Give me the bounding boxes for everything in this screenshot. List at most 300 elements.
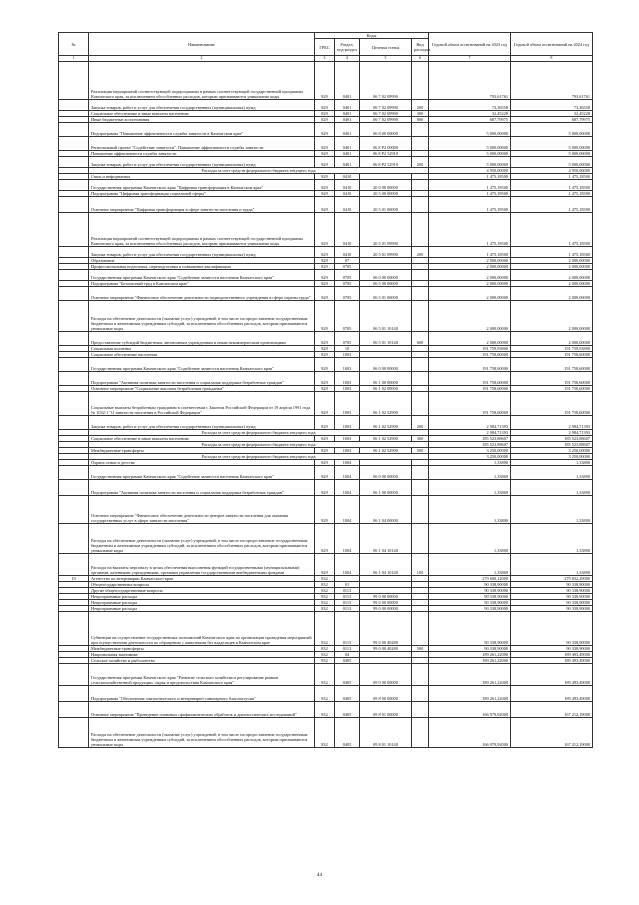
cell-amount-2023: 90 338,90000 — [429, 606, 511, 612]
cell-razdel: 1003 — [335, 358, 360, 372]
cell-razdel: 0410 — [335, 247, 360, 258]
cell-grbs: 829 — [315, 436, 335, 442]
cell-vid: 200 — [412, 157, 429, 168]
page-number: 44 — [316, 872, 323, 878]
cell-grbs: 829 — [315, 151, 335, 157]
cell-tselevaya: 06 1 04 10140 — [360, 524, 412, 554]
cell-name: Другие общегосударственные вопросы — [89, 588, 315, 594]
cell-razdel: 0705 — [335, 264, 360, 270]
cell-tselevaya: 06 8 P2 52910 — [360, 157, 412, 168]
cell-razdel: 0401 — [335, 123, 360, 137]
cell-amount-2024: 90 338,90000 — [511, 646, 593, 652]
header-year-2023: Годовой объем ассигнований на 2023 год — [429, 33, 511, 56]
cell-razdel: 0405 — [335, 702, 360, 718]
cell-grbs: 832 — [315, 612, 335, 646]
cell-name: Социальная политика — [89, 346, 315, 352]
cell-razdel: 01 — [335, 582, 360, 588]
cell-amount-2023: 2 984,71393 — [429, 430, 511, 436]
cell-grbs: 829 — [315, 123, 335, 137]
cell-amount-2024: 5 000,00000 — [511, 151, 593, 157]
cell-amount-2023: 1 475,18500 — [429, 180, 511, 191]
cell-amount-2024: 1 475,18500 — [511, 180, 593, 191]
cell-grbs: 829 — [315, 448, 335, 454]
cell-grbs: 832 — [315, 594, 335, 600]
cell-razdel: 1004 — [335, 554, 360, 576]
cell-name: Государственная программа Камчатского края "Развитие сельского хозяйства и регулирование рынков сельскохозяйственной продукции, сырья и продовольствия Камчатского края" — [89, 664, 315, 686]
cell-amount-2023: 5 000,00000 — [429, 151, 511, 157]
cell-subtotal-label: Расходы за счет средств федерального бюджета текущего года — [89, 430, 429, 436]
cell-grbs: 829 — [315, 352, 335, 358]
cell-subtotal-label: Расходы за счет средств федерального бюджета текущего года — [89, 168, 429, 174]
cell-tselevaya: 99 0 00 40280 — [360, 612, 412, 646]
cell-vid — [412, 524, 429, 554]
budget-table-page — [58, 32, 592, 748]
cell-amount-2024: 90 338,90000 — [511, 600, 593, 606]
cell-razdel: 0405 — [335, 658, 360, 664]
cell-tselevaya: 20 5 01 00000 — [360, 197, 412, 213]
cell-tselevaya: 06 1 02 00000 — [360, 386, 412, 392]
header-num: № — [59, 33, 89, 56]
cell-tselevaya: 06 8 00 00000 — [360, 123, 412, 137]
cell-amount-2024: 2 984,71393 — [511, 416, 593, 430]
column-number: 3 — [315, 56, 335, 62]
cell-amount-2024: 2 000,00000 — [511, 264, 593, 270]
cell-razdel: 0401 — [335, 151, 360, 157]
cell-grbs: 829 — [315, 137, 335, 151]
cell-amount-2023: 1,33800 — [429, 466, 511, 480]
cell-name: Непрограммные расходы — [89, 606, 315, 612]
cell-razdel: 0113 — [335, 600, 360, 606]
cell-razdel: 0705 — [335, 301, 360, 332]
cell-grbs: 832 — [315, 652, 335, 658]
cell-amount-2024: 687,79975 — [511, 117, 593, 123]
cell-amount-2023: 279 600,12000 — [429, 576, 511, 582]
table-row — [59, 496, 593, 524]
cell-vid — [412, 392, 429, 416]
cell-razdel: 10 — [335, 346, 360, 352]
cell-amount-2024: 191 758,60000 — [511, 386, 593, 392]
cell-amount-2024: 5 000,00000 — [511, 123, 593, 137]
cell-vid — [412, 372, 429, 386]
cell-vid — [412, 197, 429, 213]
table-row — [59, 180, 593, 191]
cell-num — [59, 718, 89, 748]
cell-amount-2024: 189 493,49000 — [511, 652, 593, 658]
cell-tselevaya: 06 7 02 09990 — [360, 100, 412, 111]
cell-amount-2023: 185 523,88607 — [429, 436, 511, 442]
cell-grbs: 829 — [315, 301, 335, 332]
cell-grbs: 829 — [315, 197, 335, 213]
cell-amount-2023: 191 758,60000 — [429, 386, 511, 392]
cell-grbs: 832 — [315, 702, 335, 718]
cell-razdel: 0113 — [335, 588, 360, 594]
cell-razdel: 0401 — [335, 100, 360, 111]
cell-amount-2023: 189 261,22000 — [429, 686, 511, 702]
cell-tselevaya: 06 1 04 10140 — [360, 554, 412, 576]
cell-vid — [412, 702, 429, 718]
cell-name: Реализация мероприятий соответствующей подпрограммы в рамках соответствующей государственной программы Камчатского края, за исключением обособленных расходов, которым присваиваются уникальные коды — [89, 213, 315, 247]
cell-amount-2024: 90 338,90000 — [511, 606, 593, 612]
cell-name: Государственная программа Камчатского края "Содействие занятости населения Камчатского края" — [89, 358, 315, 372]
cell-num — [59, 496, 89, 524]
cell-num — [59, 137, 89, 151]
cell-vid: 300 — [412, 111, 429, 117]
cell-razdel: 07 — [335, 258, 360, 264]
cell-vid — [412, 123, 429, 137]
column-number: 6 — [412, 56, 429, 62]
cell-amount-2023: 793,61761 — [429, 62, 511, 100]
cell-num — [59, 62, 89, 100]
cell-num — [59, 612, 89, 646]
cell-amount-2023: 166 979,92000 — [429, 718, 511, 748]
cell-vid — [412, 664, 429, 686]
cell-name: Подпрограмма "Активная политика занятости населения и социальная поддержка безработных граждан" — [89, 480, 315, 496]
cell-amount-2024: 189 493,49000 — [511, 658, 593, 664]
cell-name: Основное мероприятие "Финансовое обеспечение деятельности центров занятости населения для оказания государственных услуг в сфере занятости населения" — [89, 496, 315, 524]
cell-tselevaya: 06 8 P2 00000 — [360, 137, 412, 151]
cell-grbs: 829 — [315, 213, 335, 247]
cell-name: Повышение эффективности службы занятости — [89, 151, 315, 157]
cell-amount-2024: 90 338,90000 — [511, 612, 593, 646]
cell-vid: 800 — [412, 117, 429, 123]
cell-num — [59, 270, 89, 281]
cell-razdel: 0410 — [335, 213, 360, 247]
cell-num — [59, 197, 89, 213]
cell-vid: 600 — [412, 332, 429, 346]
cell-num: 19 — [59, 576, 89, 582]
cell-tselevaya: 06 5 00 00000 — [360, 281, 412, 287]
cell-tselevaya: 09 8 00 00000 — [360, 686, 412, 702]
cell-amount-2024: 191 758,60000 — [511, 358, 593, 372]
cell-amount-2024: 2 000,00000 — [511, 270, 593, 281]
cell-razdel: 0401 — [335, 137, 360, 151]
table-row — [59, 270, 593, 281]
cell-amount-2024: 2 000,00000 — [511, 287, 593, 301]
cell-amount-2023: 90 338,90000 — [429, 588, 511, 594]
column-number: 4 — [335, 56, 360, 62]
cell-amount-2024: 167 212,19000 — [511, 702, 593, 718]
table-row — [59, 301, 593, 332]
cell-razdel: 0113 — [335, 594, 360, 600]
cell-razdel: 1004 — [335, 496, 360, 524]
cell-amount-2023: 1 475,18500 — [429, 174, 511, 180]
table-row — [59, 332, 593, 346]
cell-num — [59, 466, 89, 480]
cell-amount-2024: 167 212,19000 — [511, 718, 593, 748]
cell-razdel: 1003 — [335, 352, 360, 358]
cell-razdel: 0401 — [335, 157, 360, 168]
cell-num — [59, 157, 89, 168]
cell-amount-2024: 90 338,90000 — [511, 588, 593, 594]
cell-grbs: 829 — [315, 117, 335, 123]
cell-name: Национальная экономика — [89, 652, 315, 658]
cell-num — [59, 123, 89, 137]
cell-tselevaya: 06 1 02 52900 — [360, 448, 412, 454]
table-row — [59, 100, 593, 111]
cell-num — [59, 664, 89, 686]
cell-name: Подпрограмма "Обеспечение эпизоотического и ветеринарно-санитарного благополучия" — [89, 686, 315, 702]
table-row — [59, 213, 593, 247]
cell-amount-2023: 90 338,90000 — [429, 582, 511, 588]
cell-tselevaya: 20 5 01 09990 — [360, 213, 412, 247]
cell-vid — [412, 612, 429, 646]
cell-name: Субвенции на осуществление государственных полномочий Камчатского края по организации проведения мероприятий при осуществлении деятельности по обращению с животными без владельцев в Камчатском крае — [89, 612, 315, 646]
cell-grbs: 829 — [315, 332, 335, 346]
cell-amount-2024: 1,33800 — [511, 496, 593, 524]
cell-grbs: 832 — [315, 582, 335, 588]
cell-amount-2023: 1,33800 — [429, 496, 511, 524]
cell-name: Подпрограмма "Активная политика занятости населения и социальная поддержка безработных граждан" — [89, 372, 315, 386]
table-row — [59, 554, 593, 576]
cell-amount-2024: 793,61761 — [511, 62, 593, 100]
table-row — [59, 686, 593, 702]
cell-tselevaya: 99 0 00 00000 — [360, 606, 412, 612]
cell-grbs: 832 — [315, 664, 335, 686]
budget-table — [58, 32, 593, 748]
header-year-2024: Годовой объем ассигнований на 2024 год — [511, 33, 593, 56]
cell-razdel: 1003 — [335, 416, 360, 430]
cell-grbs: 832 — [315, 600, 335, 606]
cell-amount-2023: 189 261,22000 — [429, 652, 511, 658]
cell-vid: 300 — [412, 436, 429, 442]
cell-tselevaya: 20 5 00 00000 — [360, 191, 412, 197]
cell-tselevaya: 06 5 01 10140 — [360, 332, 412, 346]
cell-tselevaya: 06 1 00 00000 — [360, 372, 412, 386]
cell-name: Расходы на обеспечение деятельности (оказание услуг) учреждений, в том числе на предоставление государственным бюджетным и автономным учреждениям субсидий, за исключением обособленных расходов, которым присваиваются уникальные коды — [89, 718, 315, 748]
cell-razdel: 0113 — [335, 646, 360, 652]
cell-vid: 200 — [412, 416, 429, 430]
cell-amount-2023: 189 261,22000 — [429, 664, 511, 686]
cell-amount-2023: 2 000,00000 — [429, 332, 511, 346]
cell-grbs: 829 — [315, 554, 335, 576]
cell-amount-2024: 191 758,60000 — [511, 392, 593, 416]
cell-amount-2024: 1 475,18500 — [511, 197, 593, 213]
cell-razdel: 0113 — [335, 612, 360, 646]
cell-name: Государственная программа Камчатского края "Содействие занятости населения Камчатского края" — [89, 270, 315, 281]
cell-amount-2024: 1,33800 — [511, 480, 593, 496]
cell-tselevaya: 06 1 02 52900 — [360, 436, 412, 442]
cell-grbs: 829 — [315, 466, 335, 480]
cell-num — [59, 686, 89, 702]
cell-tselevaya: 06 1 02 52900 — [360, 392, 412, 416]
cell-amount-2023: 4 950,00000 — [429, 168, 511, 174]
cell-amount-2023: 73,36558 — [429, 100, 511, 111]
cell-name: Социальные выплаты безработным гражданам в соответствии с Законом Российской Федерации от 19 апреля 1991 года № 1032-1 "О занятости населения в Российской Федерации" — [89, 392, 315, 416]
cell-vid — [412, 496, 429, 524]
cell-amount-2024: 2 000,00000 — [511, 258, 593, 264]
cell-num — [59, 213, 89, 247]
cell-grbs: 832 — [315, 646, 335, 652]
cell-amount-2024: 1,33800 — [511, 466, 593, 480]
cell-vid: 100 — [412, 554, 429, 576]
cell-name: Подпрограмма "Цифровая трансформация социальной сферы" — [89, 191, 315, 197]
cell-tselevaya: 06 0 00 00000 — [360, 270, 412, 281]
cell-num — [59, 554, 89, 576]
cell-name: Непрограммные расходы — [89, 594, 315, 600]
cell-subtotal-label: Расходы за счет средств федерального бюджета текущего года — [89, 442, 429, 448]
cell-grbs: 829 — [315, 270, 335, 281]
table-row — [59, 137, 593, 151]
cell-amount-2024: 1 475,18500 — [511, 213, 593, 247]
cell-name: Региональный проект "Содействие занятости". Повышение эффективности службы занятости — [89, 137, 315, 151]
cell-amount-2024: 191 758,60000 — [511, 372, 593, 386]
cell-tselevaya: 06 1 00 00000 — [360, 480, 412, 496]
cell-amount-2024: 185 523,88607 — [511, 436, 593, 442]
cell-amount-2024: 2 000,00000 — [511, 281, 593, 287]
cell-grbs: 829 — [315, 111, 335, 117]
cell-tselevaya: 06 1 04 00000 — [360, 496, 412, 524]
cell-amount-2024: 4 950,00000 — [511, 168, 593, 174]
cell-amount-2023: 189 261,22000 — [429, 658, 511, 664]
cell-num — [59, 480, 89, 496]
cell-amount-2023: 3 250,00000 — [429, 448, 511, 454]
cell-tselevaya: 06 0 00 00000 — [360, 358, 412, 372]
cell-tselevaya: 09 0 00 00000 — [360, 664, 412, 686]
cell-razdel: 1003 — [335, 372, 360, 386]
cell-tselevaya: 06 8 P2 52910 — [360, 151, 412, 157]
cell-amount-2024: 279 832,29000 — [511, 576, 593, 582]
cell-amount-2023: 3 250,00000 — [429, 454, 511, 460]
cell-amount-2024: 1 475,18500 — [511, 247, 593, 258]
cell-grbs: 829 — [315, 346, 335, 352]
cell-tselevaya: 99 0 00 00000 — [360, 600, 412, 606]
cell-amount-2023: 2 000,00000 — [429, 301, 511, 332]
cell-amount-2023: 1,33800 — [429, 524, 511, 554]
cell-amount-2024: 5 000,00000 — [511, 157, 593, 168]
cell-amount-2024: 1,33800 — [511, 554, 593, 576]
cell-amount-2023: 90 338,90000 — [429, 600, 511, 606]
cell-grbs: 829 — [315, 524, 335, 554]
table-row — [59, 664, 593, 686]
cell-amount-2023: 2 000,00000 — [429, 287, 511, 301]
cell-grbs: 829 — [315, 496, 335, 524]
cell-grbs: 829 — [315, 416, 335, 430]
cell-amount-2024: 3 250,00000 — [511, 454, 593, 460]
cell-grbs: 829 — [315, 62, 335, 100]
cell-razdel: 0705 — [335, 270, 360, 281]
table-row — [59, 612, 593, 646]
cell-name: Непрограммные расходы — [89, 600, 315, 606]
cell-vid — [412, 718, 429, 748]
cell-razdel: 1003 — [335, 448, 360, 454]
cell-amount-2024: 32,45228 — [511, 111, 593, 117]
cell-grbs: 829 — [315, 372, 335, 386]
cell-vid — [412, 62, 429, 100]
cell-amount-2023: 32,45228 — [429, 111, 511, 117]
cell-grbs: 832 — [315, 686, 335, 702]
cell-razdel: 0401 — [335, 117, 360, 123]
cell-vid — [412, 270, 429, 281]
cell-razdel: 1004 — [335, 480, 360, 496]
table-row — [59, 62, 593, 100]
cell-razdel: 0410 — [335, 180, 360, 191]
cell-vid: 500 — [412, 448, 429, 454]
cell-name: Связь и информатика — [89, 174, 315, 180]
cell-grbs: 832 — [315, 718, 335, 748]
header-razdel: Раздел, под-раздел — [335, 39, 360, 56]
cell-grbs: 829 — [315, 100, 335, 111]
cell-amount-2023: 1 475,18500 — [429, 191, 511, 197]
column-number: 7 — [429, 56, 511, 62]
cell-name: Государственная программа Камчатского края "Содействие занятости населения Камчатского края" — [89, 466, 315, 480]
table-row — [59, 718, 593, 748]
cell-name: Расходы на выплаты персоналу в целях обеспечения выполнения функций государственными (муниципальными) органами, казенными учреждениями, органами управления государственными внебюджетными фондами — [89, 554, 315, 576]
cell-name: Охрана семьи и детства — [89, 460, 315, 466]
cell-vid — [412, 180, 429, 191]
cell-name: Основное мероприятие "Финансовое обеспечение деятельности подведомственного учреждения в сфере охраны труда" — [89, 287, 315, 301]
cell-vid — [412, 287, 429, 301]
cell-tselevaya: 06 0 00 00000 — [360, 466, 412, 480]
cell-grbs: 829 — [315, 264, 335, 270]
cell-grbs: 829 — [315, 174, 335, 180]
cell-tselevaya: 06 7 02 09990 — [360, 62, 412, 100]
cell-num — [59, 416, 89, 430]
cell-razdel: 0410 — [335, 197, 360, 213]
cell-razdel: 0401 — [335, 62, 360, 100]
cell-vid: 200 — [412, 100, 429, 111]
cell-amount-2024: 73,36558 — [511, 100, 593, 111]
table-row — [59, 480, 593, 496]
cell-amount-2023: 2 000,00000 — [429, 281, 511, 287]
cell-name: Закупка товаров, работ и услуг для обеспечения государственных (муниципальных) нужд — [89, 157, 315, 168]
cell-amount-2023: 5 000,00000 — [429, 123, 511, 137]
table-row — [59, 247, 593, 258]
cell-amount-2023: 191 758,60000 — [429, 358, 511, 372]
cell-amount-2024: 3 250,00000 — [511, 448, 593, 454]
cell-razdel: 1004 — [335, 466, 360, 480]
cell-amount-2024: 185 523,88607 — [511, 442, 593, 448]
cell-amount-2024: 189 493,49000 — [511, 664, 593, 686]
table-body — [59, 62, 593, 748]
cell-amount-2023: 1 475,18500 — [429, 197, 511, 213]
cell-grbs: 829 — [315, 180, 335, 191]
cell-tselevaya: 99 0 00 40280 — [360, 646, 412, 652]
cell-amount-2024: 1 475,18500 — [511, 191, 593, 197]
cell-razdel: 1003 — [335, 392, 360, 416]
cell-name: Расходы на обеспечение деятельности (оказание услуг) учреждений, в том числе на предоставление государственным бюджетным и автономным учреждениям субсидий, за исключением обособленных расходов, которым присваиваются уникальные коды — [89, 301, 315, 332]
cell-razdel: 0705 — [335, 287, 360, 301]
cell-vid — [412, 358, 429, 372]
cell-name: Общегосударственные вопросы — [89, 582, 315, 588]
cell-amount-2023: 166 979,92000 — [429, 702, 511, 718]
cell-razdel: 0705 — [335, 332, 360, 346]
cell-tselevaya: 06 1 02 52900 — [360, 416, 412, 430]
cell-razdel: 1003 — [335, 436, 360, 442]
cell-tselevaya: 06 5 01 00000 — [360, 287, 412, 301]
cell-amount-2023: 191 758,60000 — [429, 352, 511, 358]
header-grbs: ГРБС — [315, 39, 335, 56]
column-number: 1 — [59, 56, 89, 62]
cell-grbs: 829 — [315, 480, 335, 496]
cell-vid — [412, 466, 429, 480]
cell-amount-2023: 687,79975 — [429, 117, 511, 123]
cell-amount-2024: 1 475,18500 — [511, 174, 593, 180]
cell-vid: 200 — [412, 247, 429, 258]
cell-grbs: 829 — [315, 281, 335, 287]
cell-name: Основное мероприятие "Проведение плановых профилактических обработок и диагностических исследований" — [89, 702, 315, 718]
cell-amount-2024: 191 758,60000 — [511, 352, 593, 358]
cell-name: Подпрограмма "Повышение эффективности службы занятости в Камчатском крае" — [89, 123, 315, 137]
cell-tselevaya: 06 5 01 10140 — [360, 301, 412, 332]
cell-name: Предоставление субсидий бюджетным, автономным учреждениям и иным некоммерческим организациям — [89, 332, 315, 346]
cell-num — [59, 301, 89, 332]
cell-razdel: 04 — [335, 652, 360, 658]
cell-name: Сельское хозяйство и рыболовство — [89, 658, 315, 664]
cell-name: Межбюджетные трансферты — [89, 448, 315, 454]
cell-num — [59, 100, 89, 111]
cell-name: Социальное обеспечение населения — [89, 352, 315, 358]
cell-name: Закупка товаров, работ и услуг для обеспечения государственных (муниципальных) нужд — [89, 247, 315, 258]
